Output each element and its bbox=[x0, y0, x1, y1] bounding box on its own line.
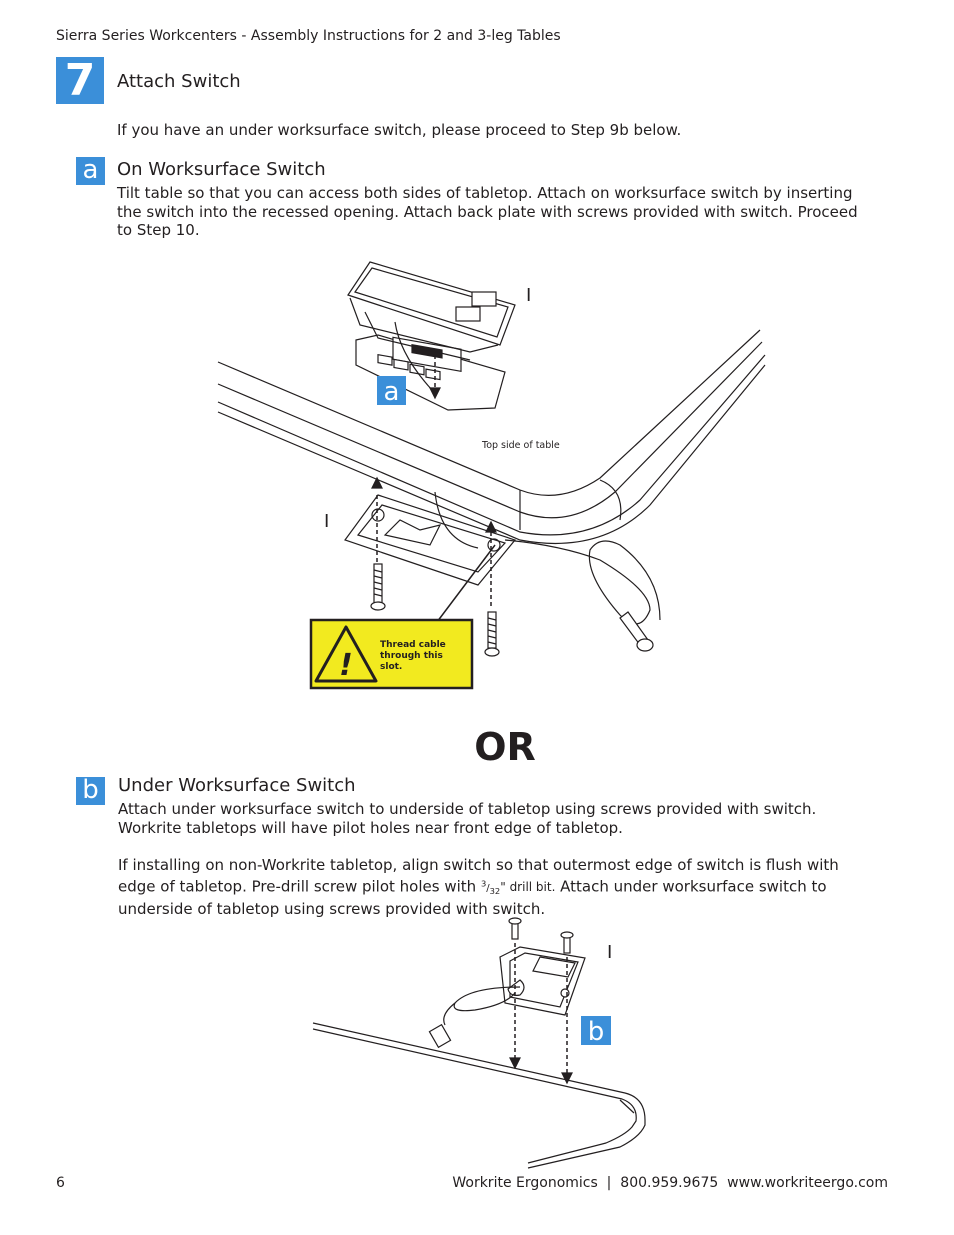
section-b-line: If installing on non-Workrite tabletop, align switch so that outermost edge of switch is flush with bbox=[118, 856, 839, 874]
section-b-line: Workrite tabletops will have pilot holes near front edge of tabletop. bbox=[118, 818, 623, 837]
warning-exclamation-icon: ! bbox=[339, 648, 353, 683]
section-b-line: Attach under worksurface switch to underside of tabletop using screws provided with switch. bbox=[118, 800, 817, 818]
figure-a-label-top: Top side of table bbox=[482, 440, 560, 451]
section-b-badge: b bbox=[76, 777, 105, 805]
under-switch-drawing bbox=[429, 918, 585, 1083]
figure-a-marker-top: I bbox=[526, 285, 532, 306]
section-a-badge: a bbox=[76, 157, 105, 185]
figure-under-worksurface-switch bbox=[0, 915, 954, 1175]
section-b-title: Under Worksurface Switch bbox=[118, 775, 356, 796]
section-b-line bbox=[118, 875, 839, 901]
page-number: 6 bbox=[56, 1175, 65, 1191]
section-b-text: Attach under worksurface switch to bbox=[555, 876, 827, 895]
tabletop-drawing bbox=[218, 330, 765, 543]
figure-b-badge: b bbox=[587, 1017, 605, 1047]
warning-line: through this bbox=[380, 651, 443, 661]
section-a-line: the switch into the recessed opening. Attach back plate with screws provided with switch. Proceed bbox=[117, 202, 858, 221]
warning-line: Thread cable bbox=[380, 640, 446, 650]
step-number-badge: 7 bbox=[56, 57, 104, 104]
section-b-instructions bbox=[118, 800, 839, 919]
drill-size: $^3/_{32}$" drill bit. bbox=[480, 878, 556, 896]
section-b-line: underside of tabletop using screws provided with switch. bbox=[118, 900, 546, 919]
document-header: Sierra Series Workcenters - Assembly Instructions for 2 and 3-leg Tables bbox=[56, 28, 561, 44]
section-a-title: On Worksurface Switch bbox=[117, 159, 326, 180]
switch-module-drawing bbox=[348, 262, 515, 398]
step-title: Attach Switch bbox=[117, 71, 241, 92]
figure-a-marker-bottom: I bbox=[324, 511, 330, 532]
figure-a-badge: a bbox=[383, 377, 400, 407]
or-divider: OR bbox=[474, 725, 536, 769]
figure-b-marker: I bbox=[607, 942, 613, 963]
footer-contact: Workrite Ergonomics | 800.959.9675 www.workriteergo.com bbox=[452, 1175, 888, 1191]
section-a-line: to Step 10. bbox=[117, 221, 200, 239]
warning-line: slot. bbox=[380, 662, 403, 672]
section-b-text: edge of tabletop. Pre-drill screw pilot holes with bbox=[118, 876, 481, 895]
step-intro: If you have an under worksurface switch, please proceed to Step 9b below. bbox=[117, 121, 682, 139]
section-a-line: Tilt table so that you can access both sides of tabletop. Attach on worksurface switch by inserting bbox=[117, 184, 853, 202]
